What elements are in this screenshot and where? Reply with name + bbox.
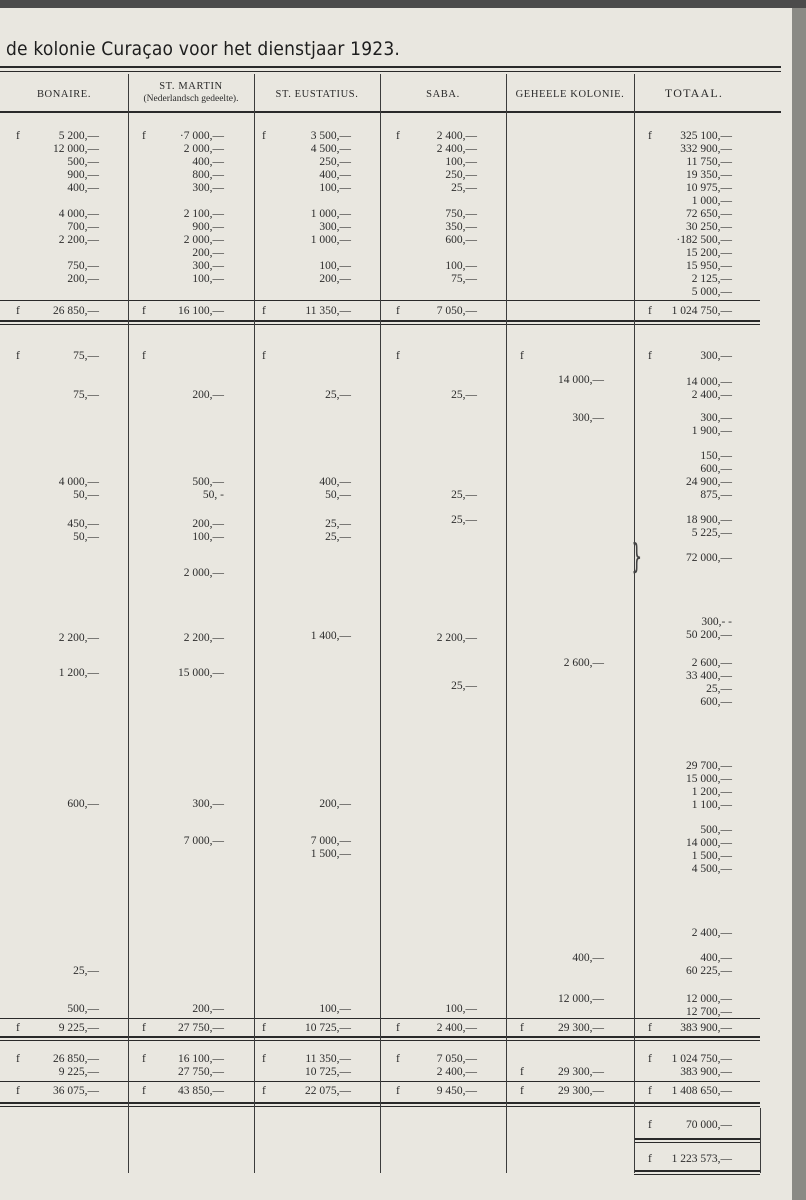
sum1-totaal: 1 024 750,— (671, 305, 732, 317)
recap-st-martin: 16 100,— 27 750,— (178, 1053, 224, 1078)
section2-bonaire-value: 2 200,— (58, 632, 99, 644)
section2-bonaire-value: 600,— (67, 798, 99, 810)
florin-sign: f (262, 1053, 266, 1065)
section1-st-eustatius-values: 3 500,— 4 500,— 250,— 400,— 100,— 1 000,— 300,— 1 000,— 100,— 200,— (310, 130, 351, 285)
column-rule-4 (506, 74, 507, 1173)
section2-bonaire-value: 1 200,— (58, 667, 99, 679)
section2-geheele-value: 12 000,— (558, 993, 604, 1005)
recap-st-eustatius: 11 350,— 10 725,— (305, 1053, 351, 1078)
header-bonaire: BONAIRE. (36, 89, 92, 100)
section2-totaal-value: 300,— (700, 350, 732, 362)
florin-sign: f (142, 1022, 146, 1034)
section2-stmartin-value: 200,— (192, 1003, 224, 1015)
sum2-saba: 2 400,— (436, 1022, 477, 1034)
extra-rule-1 (634, 1138, 760, 1140)
grand-saba: 9 450,— (436, 1085, 477, 1097)
section2-totaal-value: 150,— 600,— 24 900,— 875,— (686, 450, 732, 501)
section2-stmartin-value: 2 200,— (183, 632, 224, 644)
florin-sign: f (16, 130, 20, 142)
section2-totaal-value: 72 000,— (686, 552, 732, 564)
section2-bonaire-value: 500,— (67, 1003, 99, 1015)
section2-bonaire-value: 25,— (73, 965, 99, 977)
section2-steustatius-value: 1 400,— (310, 630, 351, 642)
section2-stmartin-value: 15 000,— (178, 667, 224, 679)
florin-sign: f (648, 1153, 652, 1165)
florin-sign: f (648, 1053, 652, 1065)
section2-geheele-value: 300,— (572, 412, 604, 424)
grand-st-martin: 43 850,— (178, 1085, 224, 1097)
florin-sign: f (16, 1022, 20, 1034)
header-st-martin-sub: (Nederlandsch gedeelte). (143, 94, 239, 104)
extra-rule-2 (634, 1170, 760, 1172)
sum1-st-martin: 16 100,— (178, 305, 224, 317)
header-bottom-rule (0, 111, 781, 113)
section2-bonaire-value: 75,— (73, 350, 99, 362)
florin-sign: f (396, 1085, 400, 1097)
florin-sign: f (396, 1022, 400, 1034)
florin-sign: f (648, 130, 652, 142)
header-geheele-kolonie: GEHEELE KOLONIE. (515, 89, 625, 100)
sum1-bonaire: 26 850,— (53, 305, 99, 317)
section2-steustatius-value: 100,— (319, 1003, 351, 1015)
header-totaal: TOTAAL. (664, 86, 724, 100)
florin-sign: f (16, 305, 20, 317)
florin-sign: f (16, 1053, 20, 1065)
florin-sign: f (262, 305, 266, 317)
florin-sign: f (396, 130, 400, 142)
section2-stmartin-value: 2 000,— (183, 567, 224, 579)
section2-geheele-value: 14 000,— (558, 374, 604, 386)
extra-rule-1-thin (634, 1142, 760, 1143)
section2-bonaire-value: 4 000,— 50,— (58, 476, 99, 501)
section2-stmartin-value: 200,— 100,— (192, 518, 224, 543)
column-rule-2 (254, 74, 255, 1173)
section2-totaal-value: 29 700,— 15 000,— 1 200,— 1 100,— (686, 760, 732, 811)
florin-sign: f (142, 305, 146, 317)
column-rule-1 (128, 74, 129, 1173)
florin-sign: f (16, 350, 20, 362)
section2-totaal-value: 12 000,— 12 700,— (686, 993, 732, 1018)
recap-bonaire: 26 850,— 9 225,— (53, 1053, 99, 1078)
column-rule-3 (380, 74, 381, 1173)
section2-saba-value: 25,— (451, 389, 477, 401)
section2-totaal-value: 300,— 1 900,— (691, 412, 732, 437)
section2-geheele-value: 2 600,— (563, 657, 604, 669)
section2-steustatius-value: 25,— (325, 389, 351, 401)
header-st-martin-name: ST. MARTIN (159, 81, 223, 92)
florin-sign: f (648, 1085, 652, 1097)
section2-totaal-value: 400,— 60 225,— (686, 952, 732, 977)
section2-stmartin-value: 500,— 50, - (192, 476, 224, 501)
florin-sign: f (648, 350, 652, 362)
sum2-bonaire: 9 225,— (58, 1022, 99, 1034)
recap-geheele-kolonie: 29 300,— (558, 1066, 604, 1078)
florin-sign: f (262, 350, 266, 362)
florin-sign: f (648, 1119, 652, 1131)
section1-bonaire-values: 5 200,— 12 000,— 500,— 900,— 400,— 4 000,— 700,— 2 200,— 750,— 200,— (53, 130, 99, 285)
grand-st-eustatius: 22 075,— (305, 1085, 351, 1097)
section2-steustatius-value: 200,— (319, 798, 351, 810)
header-st-martin (128, 81, 254, 105)
florin-sign: f (520, 1022, 524, 1034)
title-rule-thin (0, 71, 781, 72)
extra-totaal-final: 1 223 573,— (671, 1153, 732, 1165)
section2-bonaire-value: 450,— 50,— (67, 518, 99, 543)
section2-steustatius-value: 7 000,— 1 500,— (310, 835, 351, 860)
section1-saba-values: 2 400,— 2 400,— 100,— 250,— 25,— 750,— 350,— 600,— 100,— 75,— (436, 130, 477, 285)
florin-sign: f (142, 1053, 146, 1065)
section2-stmartin-value: 300,— (192, 798, 224, 810)
sum2-geheele-kolonie: 29 300,— (558, 1022, 604, 1034)
header-st-eustatius: ST. EUSTATIUS. (275, 89, 359, 100)
florin-sign: f (396, 305, 400, 317)
page-title: de kolonie Curaçao voor het dienstjaar 1923. (6, 38, 401, 60)
header-saba: SABA. (426, 89, 460, 100)
section2-stmartin-value: 200,— (192, 389, 224, 401)
title-rule (0, 66, 781, 68)
florin-sign: f (16, 1085, 20, 1097)
section2-stmartin-value: 7 000,— (183, 835, 224, 847)
grand-totaal: 1 408 650,— (671, 1085, 732, 1097)
section2-steustatius-value: 400,— 50,— (319, 476, 351, 501)
recap-saba: 7 050,— 2 400,— (436, 1053, 477, 1078)
section1-totaal-values: 325 100,— 332 900,— 11 750,— 19 350,— 10 975,— 1 000,— 72 650,— 30 250,— ·182 500,— 15 200,— 15 950,— 2 125,— 5 000,— (676, 130, 732, 298)
florin-sign: f (648, 305, 652, 317)
section2-saba-value: 25,— (451, 680, 477, 692)
grand-bonaire: 36 075,— (53, 1085, 99, 1097)
florin-sign: f (142, 130, 146, 142)
florin-sign: f (262, 1022, 266, 1034)
recap-totaal: 1 024 750,— 383 900,— (671, 1053, 732, 1078)
section2-totaal-value: 18 900,— 5 225,— (686, 514, 732, 539)
florin-sign: f (142, 350, 146, 362)
brace-72000: } (631, 537, 643, 577)
florin-sign: f (520, 1085, 524, 1097)
florin-sign: f (262, 1085, 266, 1097)
sum2-st-eustatius: 10 725,— (305, 1022, 351, 1034)
ledger-page (0, 8, 792, 1200)
section2-totaal-value: 2 400,— (691, 927, 732, 939)
column-rule-right (760, 1108, 761, 1173)
section2-totaal-value: 14 000,— 2 400,— (686, 376, 732, 401)
sum2-st-martin: 27 750,— (178, 1022, 224, 1034)
column-rule-5 (634, 74, 635, 1173)
florin-sign: f (396, 1053, 400, 1065)
sum2-totaal: 383 900,— (680, 1022, 732, 1034)
section2-saba-value: 25,— (451, 514, 477, 526)
florin-sign: f (262, 130, 266, 142)
section2-totaal-value: 500,— 14 000,— 1 500,— 4 500,— (686, 824, 732, 875)
extra-totaal-70000: 70 000,— (686, 1119, 732, 1131)
page-edge (792, 8, 806, 1200)
florin-sign: f (396, 350, 400, 362)
section2-saba-value: 2 200,— (436, 632, 477, 644)
sum1-saba: 7 050,— (436, 305, 477, 317)
section2-bonaire-value: 75,— (73, 389, 99, 401)
section2-geheele-value: 400,— (572, 952, 604, 964)
grand-geheele-kolonie: 29 300,— (558, 1085, 604, 1097)
section2-saba-value: 100,— (445, 1003, 477, 1015)
sum1-st-eustatius: 11 350,— (305, 305, 351, 317)
florin-sign: f (520, 1066, 524, 1078)
florin-sign: f (648, 1022, 652, 1034)
florin-sign: f (520, 350, 524, 362)
section2-saba-value: 25,— (451, 489, 477, 501)
section2-totaal-value: 300,- - 50 200,— (686, 616, 732, 641)
florin-sign: f (142, 1085, 146, 1097)
section1-st-martin-values: ·7 000,— 2 000,— 400,— 800,— 300,— 2 100,— 900,— 2 000,— 200,— 300,— 100,— (179, 130, 224, 285)
section2-steustatius-value: 25,— 25,— (325, 518, 351, 543)
extra-rule-2-thin (634, 1174, 760, 1175)
section2-totaal-value: 2 600,— 33 400,— 25,— 600,— (686, 657, 732, 708)
